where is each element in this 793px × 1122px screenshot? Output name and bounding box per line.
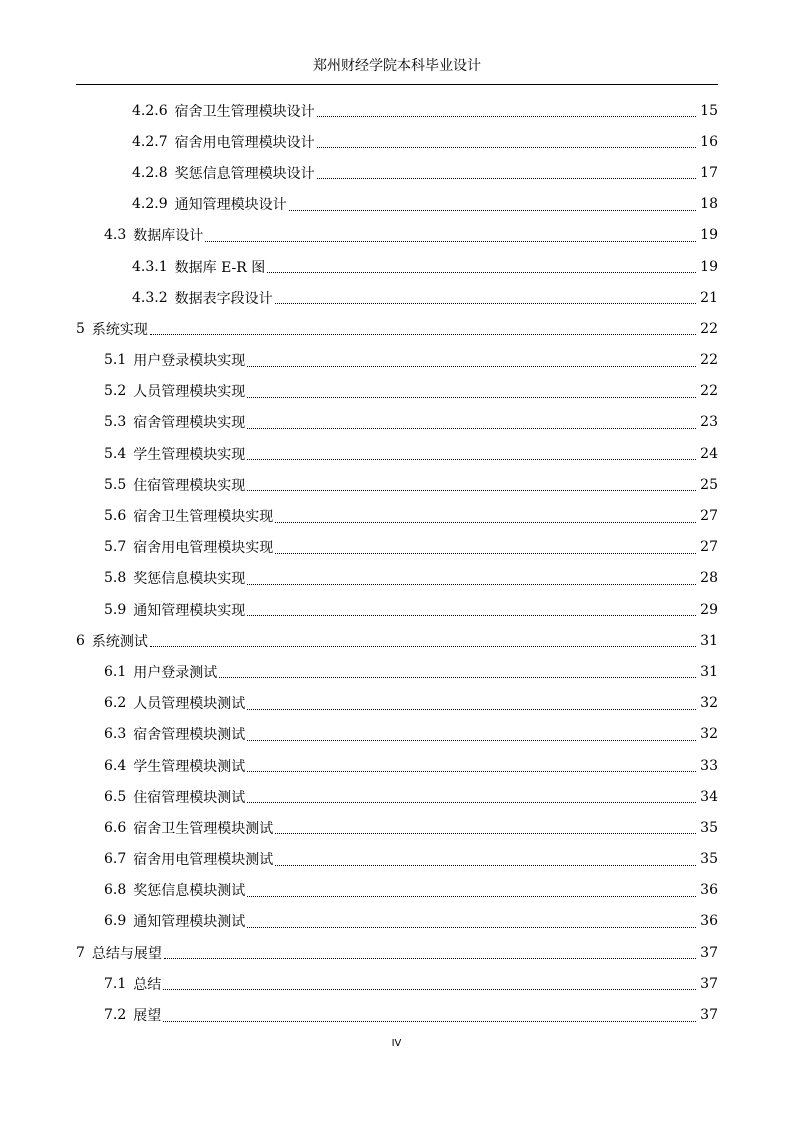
toc-entry-number: 5.8	[104, 570, 127, 587]
toc-dot-leader	[247, 726, 696, 741]
toc-entry-page: 31	[700, 663, 718, 680]
toc-entry-page: 18	[700, 196, 718, 213]
toc-entry[interactable]	[0, 719, 793, 750]
toc-entry-title: 数据库设计	[133, 228, 204, 245]
toc-entry-title: 住宿管理模块实现	[133, 477, 246, 494]
toc-entry-title: 用户登录测试	[133, 664, 218, 681]
toc-dot-leader	[163, 975, 696, 990]
toc-entry-page: 15	[700, 102, 718, 119]
toc-entry[interactable]	[0, 282, 793, 313]
toc-dot-leader	[317, 102, 696, 117]
toc-entry[interactable]	[0, 656, 793, 687]
toc-entry-number: 5.5	[104, 476, 127, 493]
toc-entry-title: 宿舍管理模块实现	[133, 415, 246, 432]
toc-entry[interactable]	[0, 469, 793, 500]
toc-dot-leader	[247, 445, 696, 460]
toc-dot-leader	[267, 258, 696, 273]
toc-entry-number: 5.1	[104, 352, 127, 369]
toc-entry-title: 宿舍用电管理模块实现	[133, 540, 274, 557]
toc-entry-title: 宿舍卫生管理模块测试	[133, 820, 274, 837]
toc-entry-number: 5.4	[104, 445, 127, 462]
toc-entry-number: 6	[76, 632, 85, 649]
toc-entry-title: 展望	[133, 1008, 162, 1025]
toc-entry[interactable]	[0, 875, 793, 906]
toc-entry-page: 32	[700, 695, 718, 712]
toc-entry[interactable]	[0, 313, 793, 344]
toc-entry-number: 6.9	[104, 913, 127, 930]
toc-entry[interactable]	[0, 563, 793, 594]
toc-entry-number: 6.5	[104, 788, 127, 805]
toc-entry-page: 16	[700, 133, 718, 150]
running-header: 郑州财经学院本科毕业设计	[313, 58, 481, 74]
toc-entry-title: 奖惩信息管理模块设计	[174, 165, 315, 182]
toc-entry-page: 32	[700, 726, 718, 743]
toc-entry-number: 5.9	[104, 601, 127, 618]
toc-dot-leader	[247, 601, 696, 616]
toc-entry-page: 31	[700, 632, 718, 649]
toc-entry-title: 奖惩信息模块实现	[133, 571, 246, 588]
toc-entry-title: 学生管理模块测试	[133, 758, 246, 775]
toc-entry-number: 7.2	[104, 1007, 127, 1024]
toc-entry-number: 6.2	[104, 695, 127, 712]
toc-entry-title: 通知管理模块设计	[174, 197, 287, 214]
toc-entry-page: 37	[700, 975, 718, 992]
toc-entry-number: 6.3	[104, 726, 127, 743]
toc-dot-leader	[219, 663, 696, 678]
toc-entry-page: 34	[700, 788, 718, 805]
toc-entry[interactable]	[0, 220, 793, 251]
toc-entry-number: 7	[76, 944, 85, 961]
toc-entry-number: 5.3	[104, 414, 127, 431]
toc-entry[interactable]	[0, 407, 793, 438]
toc-dot-leader	[247, 757, 696, 772]
toc-entry[interactable]	[0, 438, 793, 469]
toc-entry-title: 学生管理模块实现	[133, 446, 246, 463]
toc-dot-leader	[247, 570, 696, 585]
toc-entry-page: 28	[700, 570, 718, 587]
toc-entry-page: 29	[700, 601, 718, 618]
toc-entry-page: 35	[700, 819, 718, 836]
toc-entry-number: 5.2	[104, 383, 127, 400]
toc-entry-title: 宿舍卫生管理模块实现	[133, 509, 274, 526]
toc-dot-leader	[205, 227, 696, 242]
toc-dot-leader	[164, 944, 696, 959]
toc-entry-title: 系统测试	[91, 633, 148, 650]
toc-entry-page: 17	[700, 164, 718, 181]
toc-entry-title: 通知管理模块实现	[133, 602, 246, 619]
toc-entry[interactable]	[0, 968, 793, 999]
toc-entry[interactable]	[0, 812, 793, 843]
toc-dot-leader	[247, 913, 696, 928]
toc-dot-leader	[247, 476, 696, 491]
toc-dot-leader	[275, 819, 696, 834]
toc-entry-title: 奖惩信息模块测试	[133, 883, 246, 900]
toc-entry-title: 宿舍卫生管理模块设计	[174, 103, 315, 120]
toc-entry-title: 住宿管理模块测试	[133, 789, 246, 806]
toc-dot-leader	[247, 882, 696, 897]
toc-entry[interactable]	[0, 500, 793, 531]
toc-dot-leader	[247, 695, 696, 710]
toc-entry-number: 6.6	[104, 819, 127, 836]
toc-entry[interactable]	[0, 844, 793, 875]
toc-entry-number: 7.1	[104, 975, 127, 992]
toc-entry-title: 人员管理模块测试	[133, 696, 246, 713]
toc-dot-leader	[275, 289, 696, 304]
toc-entry-page: 19	[700, 258, 718, 275]
toc-dot-leader	[275, 851, 696, 866]
toc-entry-page: 36	[700, 882, 718, 899]
toc-entry-title: 数据库 E-R 图	[174, 259, 266, 276]
toc-entry-title: 宿舍管理模块测试	[133, 727, 246, 744]
toc-entry-number: 4.2.6	[132, 102, 168, 119]
toc-entry-title: 人员管理模块实现	[133, 384, 246, 401]
toc-entry-number: 6.4	[104, 757, 127, 774]
toc-entry[interactable]	[0, 906, 793, 937]
toc-entry-title: 通知管理模块测试	[133, 914, 246, 931]
toc-entry-number: 6.8	[104, 882, 127, 899]
header-rule	[76, 84, 718, 85]
toc-dot-leader	[317, 133, 696, 148]
toc-entry-page: 37	[700, 1007, 718, 1024]
toc-dot-leader	[247, 352, 696, 367]
toc-dot-leader	[289, 196, 696, 211]
toc-entry-page: 21	[700, 289, 718, 306]
toc-entry-number: 4.3.2	[132, 289, 168, 306]
toc-entry-page: 23	[700, 414, 718, 431]
toc-entry[interactable]	[0, 999, 793, 1030]
toc-entry[interactable]	[0, 189, 793, 220]
toc-entry[interactable]	[0, 594, 793, 625]
toc-entry[interactable]	[0, 157, 793, 188]
toc-entry-page: 35	[700, 851, 718, 868]
toc-entry[interactable]	[0, 781, 793, 812]
toc-entry-number: 4.3.1	[132, 258, 168, 275]
toc-entry-number: 4.2.9	[132, 196, 168, 213]
toc-entry-page: 37	[700, 944, 718, 961]
toc-entry[interactable]	[0, 625, 793, 656]
toc-entry[interactable]	[0, 376, 793, 407]
toc-dot-leader	[275, 539, 696, 554]
toc-entry-title: 总结与展望	[91, 945, 162, 962]
toc-entry-number: 5	[76, 320, 85, 337]
toc-entry-page: 33	[700, 757, 718, 774]
toc-entry[interactable]	[0, 937, 793, 968]
toc-entry[interactable]	[0, 532, 793, 563]
toc-dot-leader	[275, 508, 696, 523]
toc-entry-number: 6.7	[104, 851, 127, 868]
toc-entry[interactable]	[0, 688, 793, 719]
toc-entry-title: 用户登录模块实现	[133, 353, 246, 370]
toc-entry-number: 5.7	[104, 539, 127, 556]
toc-entry-page: 27	[700, 539, 718, 556]
toc-entry[interactable]	[0, 126, 793, 157]
toc-entry[interactable]	[0, 345, 793, 376]
toc-entry-page: 19	[700, 227, 718, 244]
toc-dot-leader	[247, 383, 696, 398]
toc-dot-leader	[247, 788, 696, 803]
toc-entry-number: 4.2.8	[132, 164, 168, 181]
toc-entry-page: 27	[700, 508, 718, 525]
toc-entry-page: 22	[700, 320, 718, 337]
toc-entry-number: 5.6	[104, 508, 127, 525]
toc-dot-leader	[150, 320, 696, 335]
toc-entry-number: 4.2.7	[132, 133, 168, 150]
page-number: IV	[391, 1038, 402, 1049]
toc-entry[interactable]	[0, 95, 793, 126]
toc-entry-page: 36	[700, 913, 718, 930]
toc-entry-number: 6.1	[104, 663, 127, 680]
table-of-contents	[0, 95, 793, 1031]
toc-entry-title: 宿舍用电管理模块测试	[133, 852, 274, 869]
toc-entry-title: 数据表字段设计	[174, 290, 273, 307]
toc-entry-number: 4.3	[104, 227, 127, 244]
toc-dot-leader	[247, 414, 696, 429]
toc-entry-title: 宿舍用电管理模块设计	[174, 134, 315, 151]
toc-entry-page: 22	[700, 352, 718, 369]
toc-entry[interactable]	[0, 251, 793, 282]
toc-entry-page: 24	[700, 445, 718, 462]
toc-entry-page: 22	[700, 383, 718, 400]
toc-entry-page: 25	[700, 476, 718, 493]
toc-entry-title: 系统实现	[91, 321, 148, 338]
toc-entry[interactable]	[0, 750, 793, 781]
toc-dot-leader	[150, 632, 696, 647]
toc-dot-leader	[317, 164, 696, 179]
toc-entry-title: 总结	[133, 976, 162, 993]
toc-dot-leader	[163, 1007, 696, 1022]
